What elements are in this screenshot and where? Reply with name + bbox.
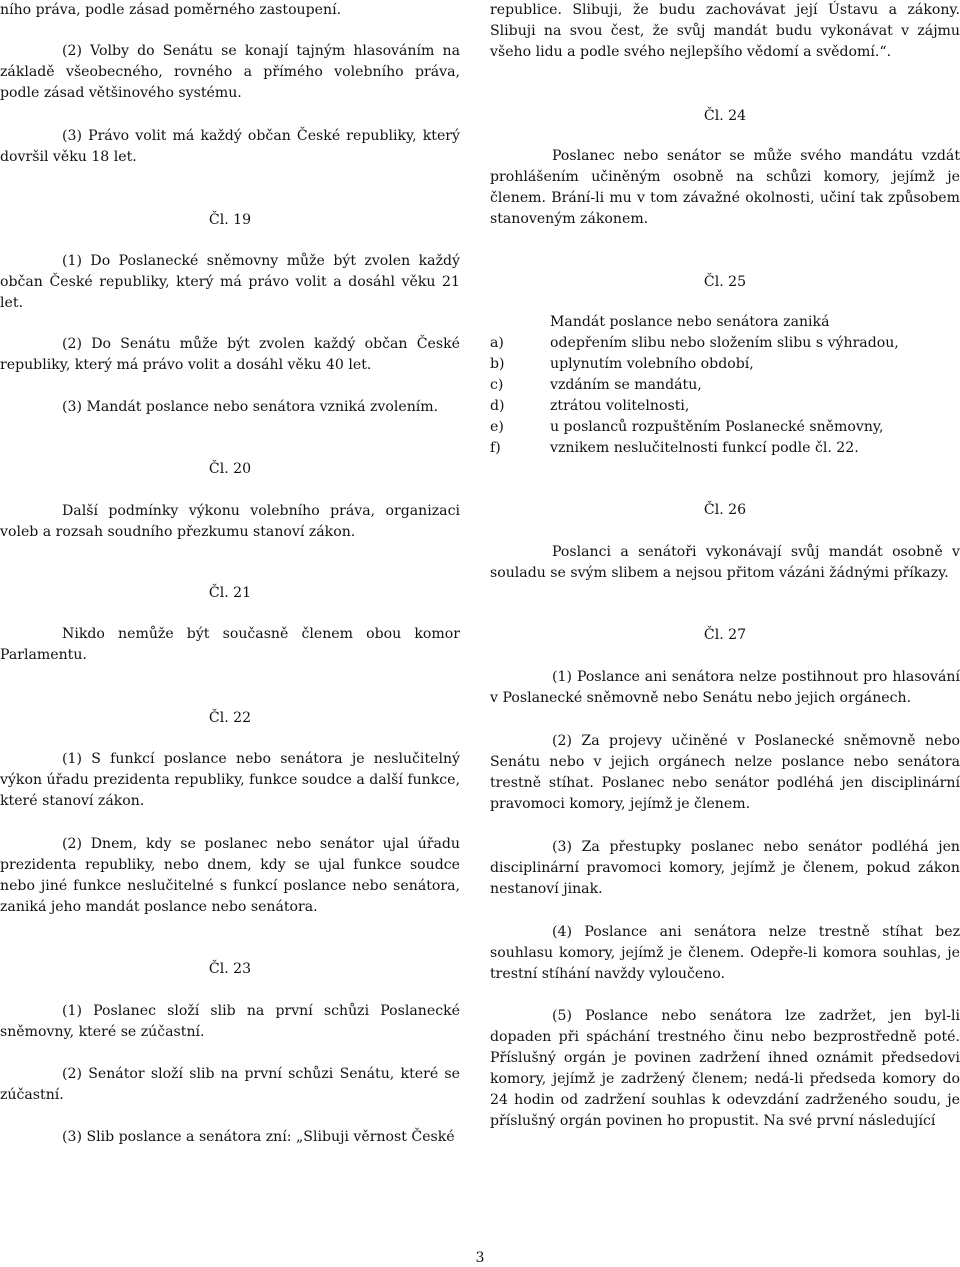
list-item	[490, 375, 960, 396]
list-item-text: uplynutím volebního období,	[550, 356, 754, 372]
list-item	[490, 354, 960, 375]
article-27-paragraph-3: (3) Za přestupky poslanec nebo senátor podléhá jen disciplinární pravomoci komory, jejímž je členem, pokud zákon nestanoví jinak.	[490, 839, 960, 897]
article-25-intro: Mandát poslance nebo senátora zaniká	[550, 314, 830, 330]
list-item-text: u poslanců rozpuštěním Poslanecké sněmovny,	[550, 419, 884, 435]
left-column	[0, 0, 460, 1148]
article-23-paragraph-1: (1) Poslanec složí slib na první schůzi Poslanecké sněmovny, které se zúčastní.	[0, 1003, 460, 1040]
article-19-heading: Čl. 19	[208, 212, 252, 228]
article-23-paragraph-3: (3) Slib poslance a senátora zní: „Slibuji věrnost České	[62, 1129, 455, 1145]
article-27-paragraph-5: (5) Poslance nebo senátora lze zadržet, jen byl-li dopaden při spáchání trestného činu nebo bezprostředně poté. Příslušný orgán je povinen zadržení ihned oznámit předsedovi komory, jejímž je zadržený členem; nedá-li předseda komory do 24 hodin od zadržení souhlas k odevzdání zadrženého soudu, je příslušný orgán povinen ho propustit. Na své první následující	[490, 1008, 960, 1129]
article-18-paragraph-2: (2) Volby do Senátu se konají tajným hlasováním na základě všeobecného, rovného a přímého volebního práva, podle zásad většinového systému.	[0, 43, 460, 101]
right-column	[490, 0, 960, 1132]
paragraph-continued: ního práva, podle zásad poměrného zastoupení.	[0, 2, 342, 18]
article-23-paragraph-2: (2) Senátor složí slib na první schůzi Senátu, které se zúčastní.	[0, 1066, 460, 1103]
article-24-text: Poslanec nebo senátor se může svého mandátu vzdát prohlášením učiněným osobně na schůzi komory, jejímž je členem. Brání-li mu v tom závažné okolnosti, učiní tak způsobem stanoveným zákonem.	[490, 148, 960, 227]
list-item	[490, 417, 960, 438]
article-21-heading: Čl. 21	[208, 585, 252, 601]
article-20-text: Další podmínky výkonu volebního práva, organizaci voleb a rozsah soudního přezkumu stanoví zákon.	[0, 503, 460, 540]
article-19-paragraph-1: (1) Do Poslanecké sněmovny může být zvolen každý občan České republiky, který má právo volit a dosáhl věku 21 let.	[0, 253, 460, 311]
list-item	[490, 438, 960, 459]
article-21-text: Nikdo nemůže být současně členem obou komor Parlamentu.	[0, 626, 460, 663]
list-item-letter: a)	[490, 335, 504, 351]
list-item-text: vznikem neslučitelnosti funkcí podle čl. 22.	[550, 440, 859, 456]
article-25-list	[490, 333, 960, 459]
list-item-letter: b)	[490, 356, 505, 372]
article-27-paragraph-1: (1) Poslance ani senátora nelze postihnout pro hlasování v Poslanecké sněmovně nebo Senátu nebo jejich orgánech.	[490, 669, 960, 706]
article-19-paragraph-2: (2) Do Senátu může být zvolen každý občan České republiky, který má právo volit a dosáhl věku 40 let.	[0, 336, 460, 373]
article-23-heading: Čl. 23	[208, 961, 252, 977]
article-27-heading: Čl. 27	[703, 627, 747, 643]
article-22-paragraph-1: (1) S funkcí poslance nebo senátora je neslučitelný výkon úřadu prezidenta republiky, funkce soudce a další funkce, které stanoví zákon.	[0, 751, 460, 809]
list-item-text: ztrátou volitelnosti,	[550, 398, 690, 414]
article-27-paragraph-4: (4) Poslance ani senátora nelze trestně stíhat bez souhlasu komory, jejímž je členem. Odepře-li komora souhlas, je trestní stíhání navždy vyloučeno.	[490, 924, 960, 982]
article-27-paragraph-2: (2) Za projevy učiněné v Poslanecké sněmovně nebo Senátu nebo v jejich orgánech nelze poslance nebo senátora trestně stíhat. Poslanec nebo senátor podléhá jen disciplinární pravomoci komory, jejímž je členem.	[490, 733, 960, 812]
article-26-heading: Čl. 26	[703, 502, 747, 518]
article-24-heading: Čl. 24	[703, 108, 747, 124]
article-26-text: Poslanci a senátoři vykonávají svůj mandát osobně v souladu se svým slibem a nejsou přitom vázáni žádnými příkazy.	[490, 544, 960, 581]
list-item	[490, 396, 960, 417]
article-18-paragraph-3: (3) Právo volit má každý občan České republiky, který dovršil věku 18 let.	[0, 128, 460, 165]
list-item-text: vzdáním se mandátu,	[550, 377, 702, 393]
list-item-letter: c)	[490, 377, 504, 393]
list-item-text: odepřením slibu nebo složením slibu s výhradou,	[550, 335, 899, 351]
article-20-heading: Čl. 20	[208, 461, 252, 477]
list-item-letter: e)	[490, 419, 504, 435]
article-25-heading: Čl. 25	[703, 274, 747, 290]
article-22-paragraph-2: (2) Dnem, kdy se poslanec nebo senátor ujal úřadu prezidenta republiky, nebo dnem, kdy se ujal funkce soudce nebo jiné funkce neslučitelné s funkcí poslance nebo senátora, zaniká jeho mandát poslance nebo senátora.	[0, 836, 460, 915]
list-item-letter: d)	[490, 398, 505, 414]
list-item-letter: f)	[490, 440, 501, 456]
list-item	[490, 333, 960, 354]
article-19-paragraph-3: (3) Mandát poslance nebo senátora vzniká zvolením.	[62, 399, 439, 415]
article-22-heading: Čl. 22	[208, 710, 252, 726]
page-number: 3	[475, 1250, 485, 1266]
oath-text-continued: republice. Slibuji, že budu zachovávat její Ústavu a zákony. Slibuji na svou čest, že svůj mandát budu vykonávat v zájmu všeho lidu a podle svého nejlepšího vědomí a svědomí.“.	[490, 2, 960, 60]
